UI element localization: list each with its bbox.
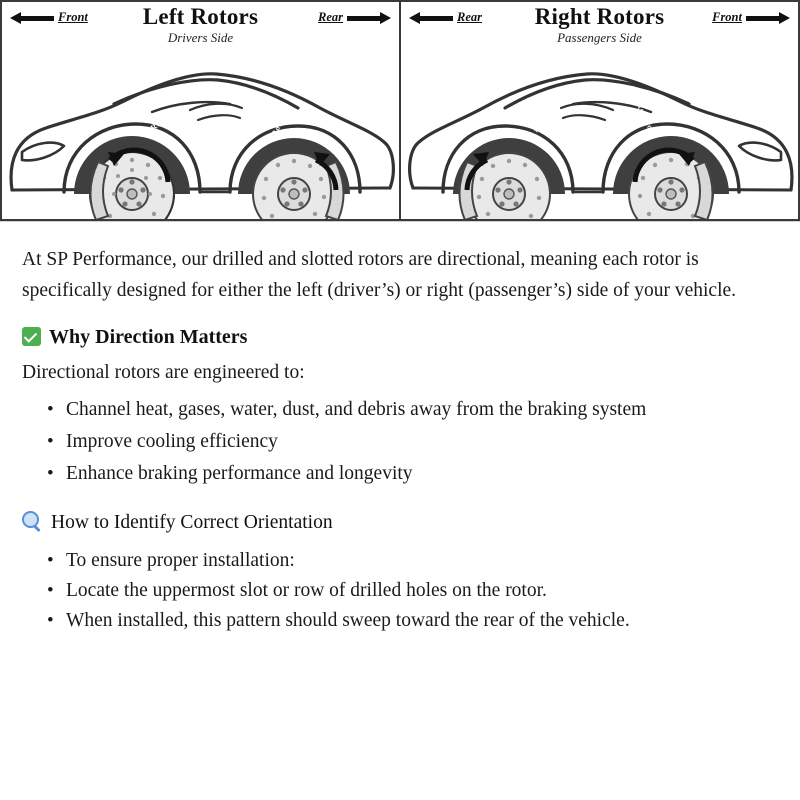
rotor-direction-diagram [0,0,800,222]
right-panel-rear-tag [409,10,484,25]
rear-wheel-left [238,138,350,221]
check-mark-icon [22,327,41,346]
list-item: • Channel heat, gases, water, dust, and debris away from the braking system [66,394,778,425]
left-panel-front-tag [10,10,90,25]
list-item: • Locate the uppermost slot or row of drilled holes on the rotor. [66,576,778,605]
rear-wheel-right [453,138,565,221]
arrow-right-icon [746,12,790,24]
front-wheel-left [74,136,190,221]
identify-bullet-list [22,546,778,635]
right-panel-front-tag [710,10,790,25]
left-panel-subtitle: Drivers Side [167,30,234,45]
how-to-identify-label: How to Identify Correct Orientation [51,512,333,533]
list-item: • When installed, this pattern should sweep toward the rear of the vehicle. [66,606,778,635]
right-panel-front-label: Front [712,10,742,24]
diagram-panel-left-rotors [0,0,400,221]
left-panel-front-label: Front [58,10,88,24]
why-direction-matters-label: Why Direction Matters [49,326,248,348]
left-panel-rear-label: Rear [318,10,343,24]
left-front-rotation-label: Rotation [148,104,181,133]
list-item: • Improve cooling efficiency [66,426,778,457]
why-direction-matters-heading [22,324,778,349]
list-item: • To ensure proper installation: [66,546,778,575]
intro-paragraph: At SP Performance, our drilled and slotted rotors are directional, meaning each rotor is specifically designed for either the left (driver’s) or right (passenger’s) side of your vehicle. [22,249,737,301]
right-panel-rear-label: Rear [457,10,482,24]
arrow-right-icon [347,12,391,24]
right-front-rotation-label: Rotation [634,101,658,136]
right-rear-rotation-label: Rotation [509,106,542,135]
why-bullet-list [22,394,778,489]
left-panel-title: Left Rotors [142,4,259,29]
left-rear-rotation-label: Rotation [269,103,293,138]
car-outline-left-illustration [2,42,400,221]
list-item: • Enhance braking performance and longevity [66,458,778,489]
car-outline-right-illustration [401,42,800,221]
why-lead-paragraph: Directional rotors are engineered to: [22,362,305,383]
front-wheel-right [613,136,729,221]
article-content [0,222,800,635]
left-panel-rear-tag [316,10,391,25]
right-panel-title: Right Rotors [534,4,665,29]
arrow-left-icon [10,12,54,24]
right-panel-subtitle: Passengers Side [557,30,642,45]
diagram-panel-right-rotors [400,0,800,221]
arrow-left-icon [409,12,453,24]
magnifier-icon [22,511,43,532]
how-to-identify-heading [22,507,778,534]
